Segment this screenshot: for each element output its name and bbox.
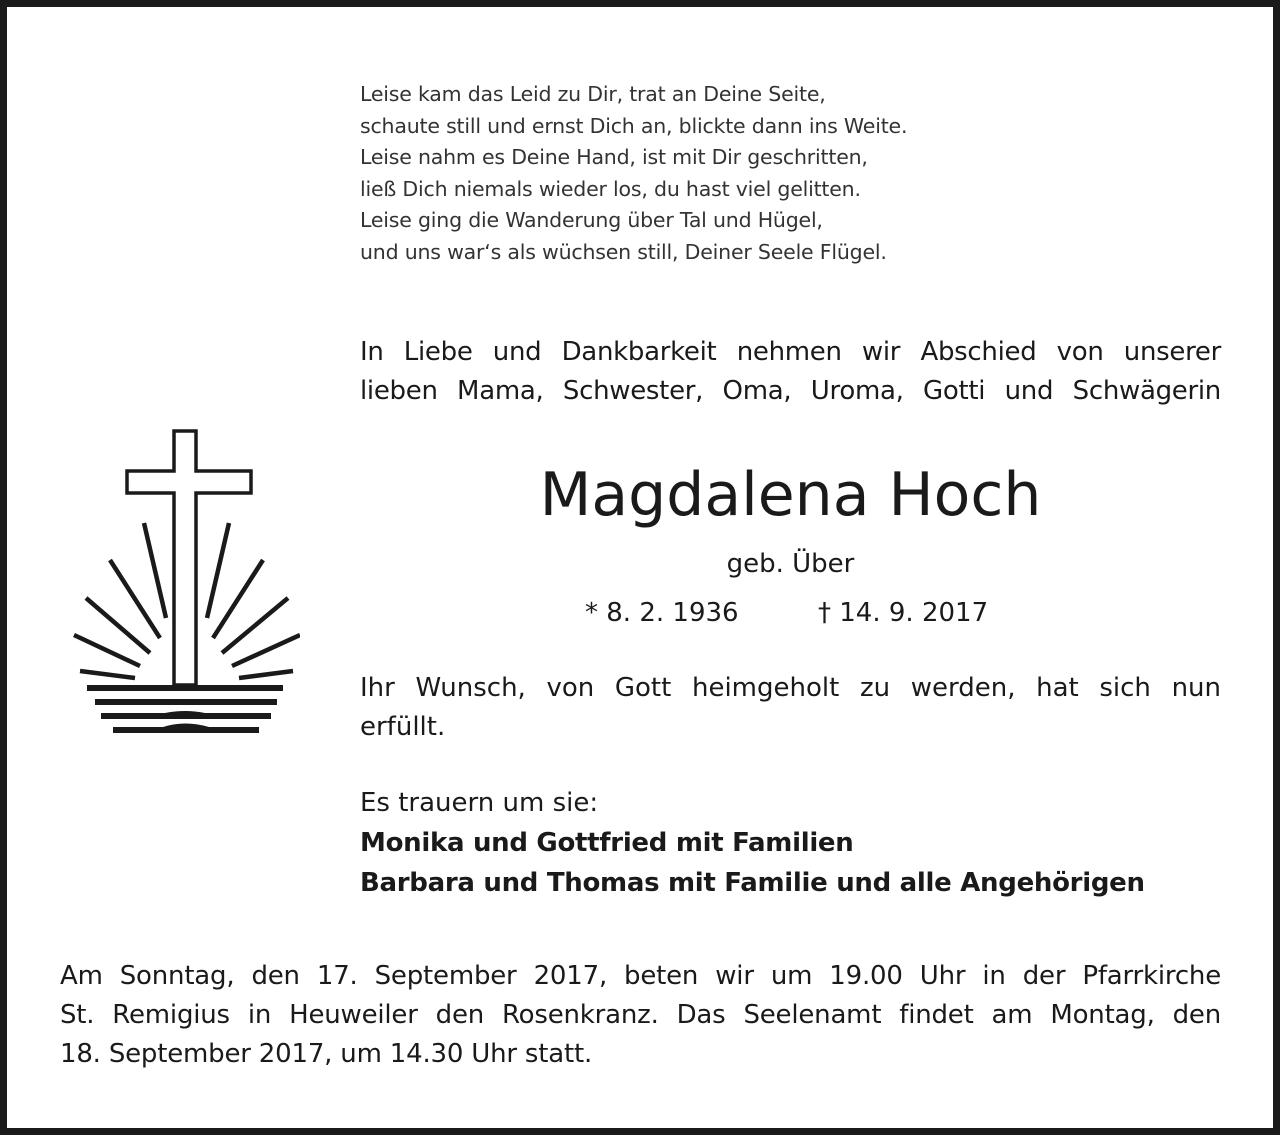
intro-text xyxy=(360,333,1221,411)
poem-line: Leise nahm es Deine Hand, ist mit Dir geschritten, xyxy=(360,145,868,169)
mourners-heading: Es trauern um sie: xyxy=(360,788,599,818)
death-date: † 14. 9. 2017 xyxy=(818,598,989,628)
poem-line: und uns war‘s als wüchsen still, Deiner Seele Flügel. xyxy=(360,239,887,264)
service-information xyxy=(60,957,1221,1074)
wish-text xyxy=(360,669,1221,747)
mourner-line: Monika und Gottfried mit Familien xyxy=(360,828,854,858)
obituary-notice xyxy=(7,7,1273,1128)
intro-line: lieben Mama, Schwester, Oma, Uroma, Gotti und Schwägerin xyxy=(360,376,1221,406)
mourner-line: Barbara und Thomas mit Familie und alle Angehörigen xyxy=(360,868,1145,898)
mourners xyxy=(360,783,1221,903)
cross-sunrise-emblem-icon xyxy=(65,423,300,743)
poem-line: Leise ging die Wanderung über Tal und Hügel, xyxy=(360,208,823,232)
poem-line: schaute still und ernst Dich an, blickte dann ins Weite. xyxy=(360,113,908,138)
wish-line: erfüllt. xyxy=(360,712,446,742)
wish-line: Ihr Wunsch, von Gott heimgeholt zu werden, hat sich nun xyxy=(360,673,1221,703)
deceased-name: Magdalena Hoch xyxy=(539,460,1042,530)
service-line: Am Sonntag, den 17. September 2017, beten wir um 19.00 Uhr in der Pfarrkirche xyxy=(60,961,1221,991)
poem-line: Leise kam das Leid zu Dir, trat an Deine Seite, xyxy=(360,82,826,106)
service-line: St. Remigius in Heuweiler den Rosenkranz. Das Seelenamt findet am Montag, den xyxy=(60,1000,1221,1030)
intro-line: In Liebe und Dankbarkeit nehmen wir Abschied von unserer xyxy=(360,337,1221,367)
service-line: 18. September 2017, um 14.30 Uhr statt. xyxy=(60,1039,593,1069)
maiden-name: geb. Über xyxy=(726,549,855,579)
poem-line: ließ Dich niemals wieder los, du hast viel gelitten. xyxy=(360,176,861,201)
poem xyxy=(360,79,1240,268)
birth-date: * 8. 2. 1936 xyxy=(585,598,739,628)
